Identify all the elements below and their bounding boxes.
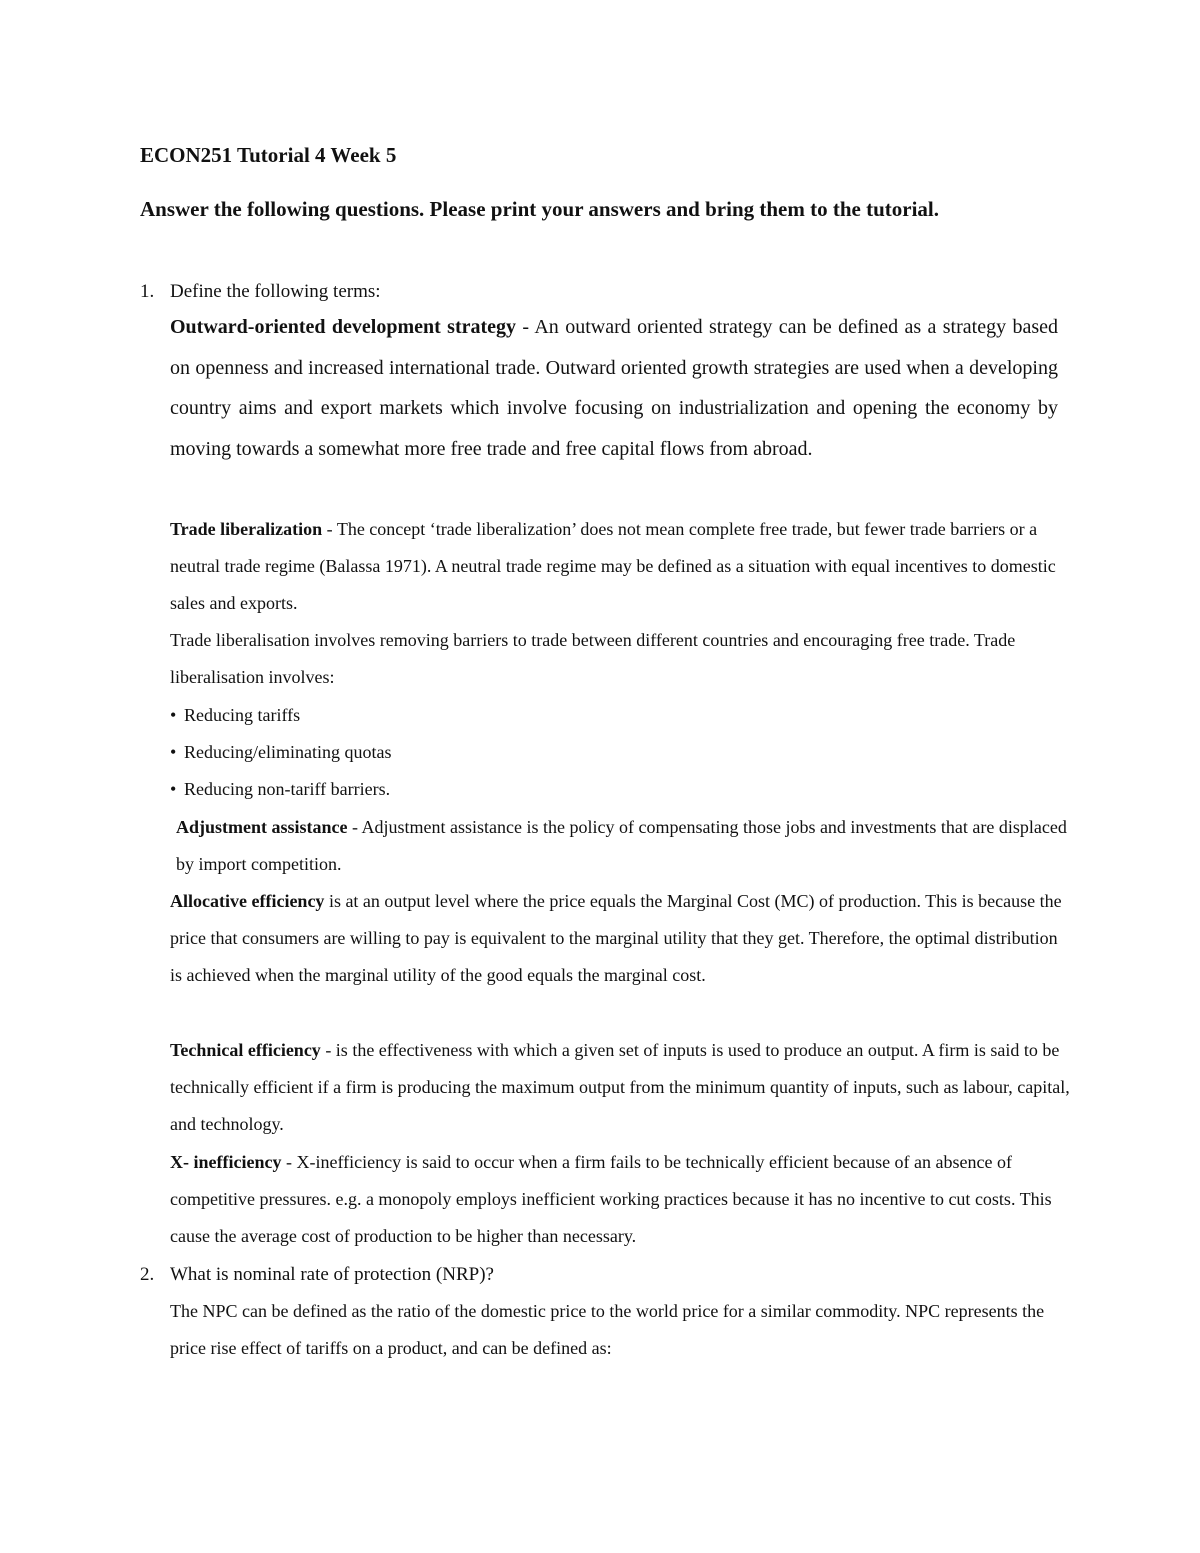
definition-trade-liberalization bbox=[170, 511, 1070, 623]
definition-x-inefficiency bbox=[170, 1144, 1070, 1256]
document-title: ECON251 Tutorial 4 Week 5 bbox=[140, 143, 397, 167]
term-label: Allocative efficiency bbox=[170, 891, 325, 911]
definition-text: - An outward oriented strategy can be defined as a strategy based on openness and increased international trade. Outward oriented growth strategies are used when a developing country aims and export markets which involve focusing on industrialization and opening the economy by moving towards a somewhat more free trade and free capital flows from abroad. bbox=[170, 316, 1058, 460]
term-label: Trade liberalization bbox=[170, 519, 323, 539]
definition-text: - The concept ‘trade liberalization’ does not mean complete free trade, but fewer trade barriers or a neutral trade regime (Balassa 1971). A neutral trade regime may be defined as a situation with equal incentives to domestic sales and exports. bbox=[170, 519, 1056, 614]
definition-text: - is the effectiveness with which a given set of inputs is used to produce an output. A firm is said to be technically efficient if a firm is producing the maximum output from the minimum quantity of inputs, such as labour, capital, and technology. bbox=[170, 1040, 1070, 1135]
definition-text: is at an output level where the price equals the Marginal Cost (MC) of production. This is because the price that consumers are willing to pay is equivalent to the marginal utility that they get. Therefore, the optimal distribution is achieved when the marginal utility of the good equals the marginal cost. bbox=[170, 891, 1062, 986]
bullet-item: • Reducing/eliminating quotas bbox=[170, 734, 391, 771]
definition-technical-efficiency bbox=[170, 1032, 1070, 1144]
question-2-answer: The NPC can be defined as the ratio of the domestic price to the world price for a similar commodity. NPC represents the price rise effect of tariffs on a product, and can be defined as: bbox=[170, 1301, 1045, 1359]
trade-liberalisation-bullets bbox=[170, 697, 391, 809]
definition-text: - X-inefficiency is said to occur when a firm fails to be technically efficient because of an absence of competitive pressures. e.g. a monopoly employs inefficient working practices because it has no incentive to cut costs. This cause the average cost of production to be higher than necessary. bbox=[170, 1152, 1052, 1247]
term-label: Outward-oriented development strategy bbox=[170, 316, 517, 338]
bullet-item: • Reducing tariffs bbox=[170, 697, 391, 734]
term-label: Technical efficiency bbox=[170, 1040, 321, 1060]
definition-outward-oriented bbox=[170, 307, 1058, 469]
definition-text: - Adjustment assistance is the policy of compensating those jobs and investments that are displaced by import competition. bbox=[176, 817, 1067, 875]
instructions: Answer the following questions. Please print your answers and bring them to the tutorial. bbox=[140, 197, 939, 221]
bullet-item: • Reducing non-tariff barriers. bbox=[170, 771, 391, 808]
definition-adjustment-assistance bbox=[176, 809, 1070, 883]
question-1-text: Define the following terms: bbox=[170, 281, 381, 302]
question-2-text: What is nominal rate of protection (NRP)? bbox=[170, 1264, 494, 1285]
question-1-number: 1. bbox=[140, 281, 155, 302]
trade-liberalisation-paragraph: Trade liberalisation involves removing barriers to trade between different countries and encouraging free trade. Trade liberalisation involves: bbox=[170, 630, 1016, 688]
term-label: Adjustment assistance bbox=[176, 817, 348, 837]
question-2-number: 2. bbox=[140, 1264, 155, 1285]
term-label: X- inefficiency bbox=[170, 1152, 282, 1172]
definition-allocative-efficiency bbox=[170, 883, 1070, 995]
